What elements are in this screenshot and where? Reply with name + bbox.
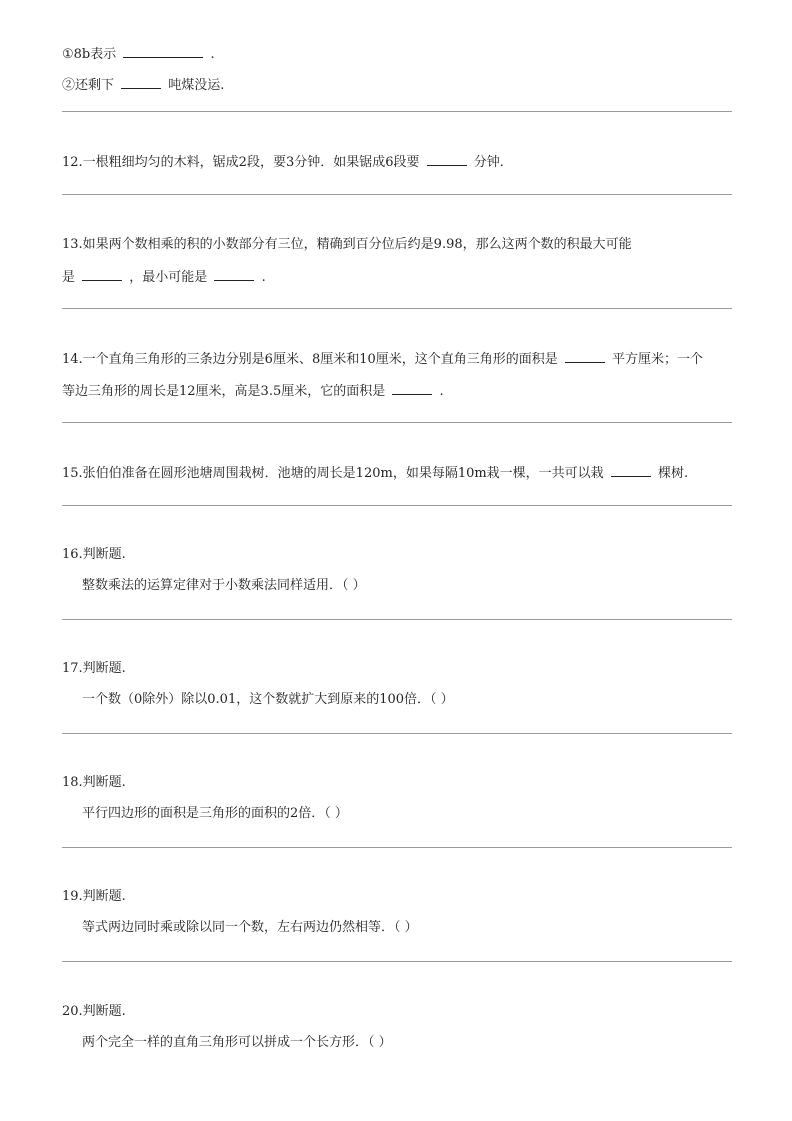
question-16-statement: 整数乘法的运算定律对于小数乘法同样适用．（ ） [82,578,366,593]
answer-blank[interactable] [82,268,122,281]
divider [62,961,732,962]
q11-sub2-end: 吨煤没运. [168,78,225,93]
q15-end: 棵树. [657,466,689,481]
q14-text-b: 平方厘米；一个 [612,352,704,367]
q15-text: 15.张伯伯准备在圆形池塘周围栽树．池塘的周长是120m，如果每隔10m栽一棵，一共可以栽 [62,466,604,481]
divider [62,733,732,734]
divider [62,847,732,848]
question-13-line2 [62,268,266,287]
divider [62,619,732,620]
q14-end: . [439,384,444,399]
question-15 [62,464,688,483]
answer-blank[interactable] [123,45,203,58]
divider [62,505,732,506]
divider [62,422,732,423]
divider [62,111,732,112]
question-17-statement: 一个数（0除外）除以0.01，这个数就扩大到原来的100倍．（ ） [82,692,454,707]
q12-text: 12.一根粗细均匀的木料，锯成2段，要3分钟．如果锯成6段要 [62,155,420,170]
q11-sub1 [62,45,215,64]
q11-sub2 [62,76,224,95]
q11-sub1-end: . [210,47,215,62]
question-17-title: 17.判断题. [62,661,126,676]
answer-blank[interactable] [214,268,254,281]
question-14-line1 [62,350,703,369]
answer-blank[interactable] [121,76,161,89]
question-18-title: 18.判断题. [62,775,126,790]
q13-text-a: 是 [62,270,76,285]
question-16-title: 16.判断题. [62,547,126,562]
answer-blank[interactable] [565,350,605,363]
q13-end: . [261,270,266,285]
q13-text-b: ，最小可能是 [129,270,208,285]
q12-end: 分钟． [473,155,513,170]
q14-text-a: 14.一个直角三角形的三条边分别是6厘米、8厘米和10厘米，这个直角三角形的面积是 [62,352,558,367]
question-20-title: 20.判断题. [62,1004,126,1019]
question-19-statement: 等式两边同时乘或除以同一个数，左右两边仍然相等．（ ） [82,920,418,935]
question-12 [62,153,513,172]
answer-blank[interactable] [392,382,432,395]
answer-blank[interactable] [611,464,651,477]
question-14-line2 [62,382,444,401]
answer-blank[interactable] [427,153,467,166]
divider [62,308,732,309]
q14-text-c: 等边三角形的周长是12厘米，高是3.5厘米，它的面积是 [62,384,386,399]
question-13-line1: 13.如果两个数相乘的积的小数部分有三位，精确到百分位后约是9.98，那么这两个数的积最大可能 [62,237,632,252]
question-20-statement: 两个完全一样的直角三角形可以拼成一个长方形．（ ） [82,1035,392,1050]
question-19-title: 19.判断题. [62,889,126,904]
divider [62,194,732,195]
q11-sub1-text: ①8b表示 [62,47,117,62]
q11-sub2-text: ②还剩下 [62,78,115,93]
question-18-statement: 平行四边形的面积是三角形的面积的2倍．（ ） [82,806,348,821]
